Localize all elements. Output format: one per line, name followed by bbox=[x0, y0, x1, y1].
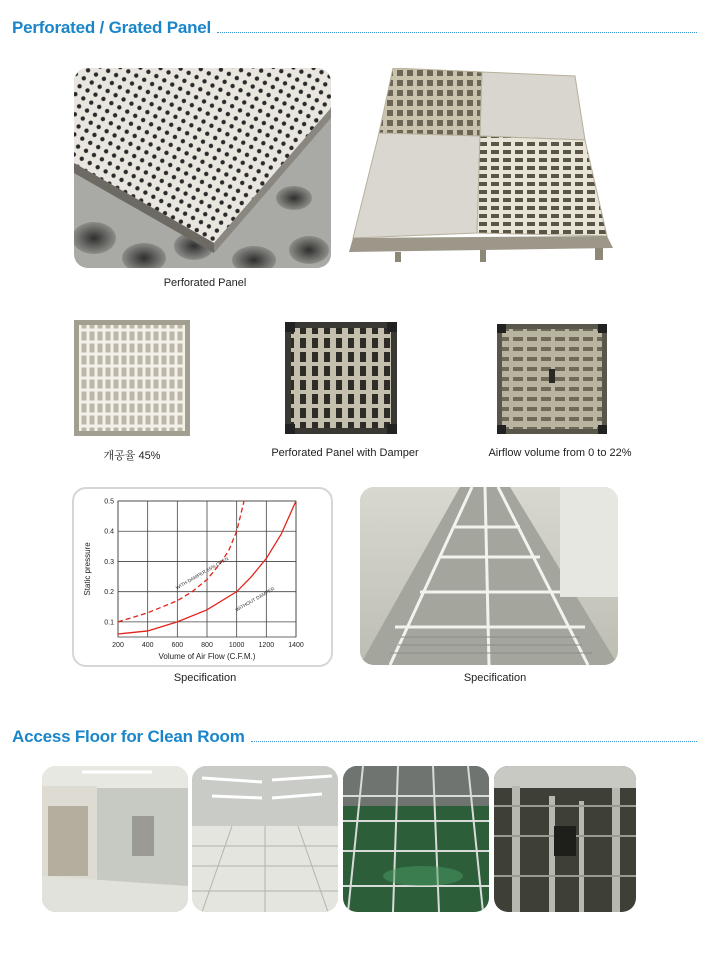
airflow-pressure-chart bbox=[72, 487, 333, 667]
y-tick-label: 0.2 bbox=[104, 589, 114, 597]
series-label: WITHOUT DAMPER bbox=[235, 586, 276, 614]
pedestal-grid-green-floor-photo bbox=[343, 766, 489, 912]
y-tick-label: 0.3 bbox=[104, 558, 114, 566]
grated-panel-45-photo bbox=[72, 318, 192, 438]
x-tick-label: 400 bbox=[141, 642, 154, 649]
x-tick-label: 1200 bbox=[258, 642, 275, 649]
caption-perforated-panel: Perforated Panel bbox=[163, 277, 247, 289]
damper-underside-photo bbox=[497, 324, 607, 434]
section-title: Perforated / Grated Panel bbox=[12, 18, 212, 37]
x-tick-label: 200 bbox=[112, 642, 124, 649]
dotted-divider bbox=[251, 740, 697, 742]
section-header-perforated bbox=[12, 18, 697, 38]
y-tick-label: 0.5 bbox=[104, 498, 114, 506]
y-axis-label: Static pressure bbox=[83, 542, 92, 596]
y-tick-label: 0.4 bbox=[104, 528, 114, 536]
panel-with-damper-photo bbox=[285, 322, 397, 434]
series-label: WITH DAMPER 65% OPEN bbox=[175, 556, 230, 592]
section-header-cleanroom bbox=[12, 727, 697, 747]
y-tick-label: 0.1 bbox=[104, 619, 114, 627]
x-tick-label: 1000 bbox=[228, 642, 245, 649]
panel-floor-assembly-photo bbox=[345, 68, 625, 268]
dotted-divider bbox=[217, 31, 697, 33]
x-axis-label: Volume of Air Flow (C.F.M.) bbox=[158, 652, 256, 661]
underfloor-pedestals-photo bbox=[494, 766, 636, 912]
perforated-panel-closeup-photo bbox=[74, 68, 331, 268]
raised-floor-corridor-photo bbox=[360, 487, 618, 665]
caption-specification-chart: Specification bbox=[173, 672, 237, 684]
chart-svg bbox=[74, 489, 331, 665]
caption-open-ratio: 개공율 45% bbox=[103, 450, 161, 462]
x-tick-label: 600 bbox=[171, 642, 184, 649]
caption-panel-with-damper: Perforated Panel with Damper bbox=[271, 447, 419, 459]
caption-specification-photo: Specification bbox=[463, 672, 527, 684]
caption-airflow-volume: Airflow volume from 0 to 22% bbox=[488, 447, 632, 459]
x-tick-label: 1400 bbox=[288, 642, 304, 649]
cleanroom-empty-hall-photo bbox=[192, 766, 338, 912]
section-title-cleanroom: Access Floor for Clean Room bbox=[12, 727, 245, 746]
cleanroom-equipment-photo bbox=[42, 766, 188, 912]
x-tick-label: 800 bbox=[201, 642, 213, 649]
